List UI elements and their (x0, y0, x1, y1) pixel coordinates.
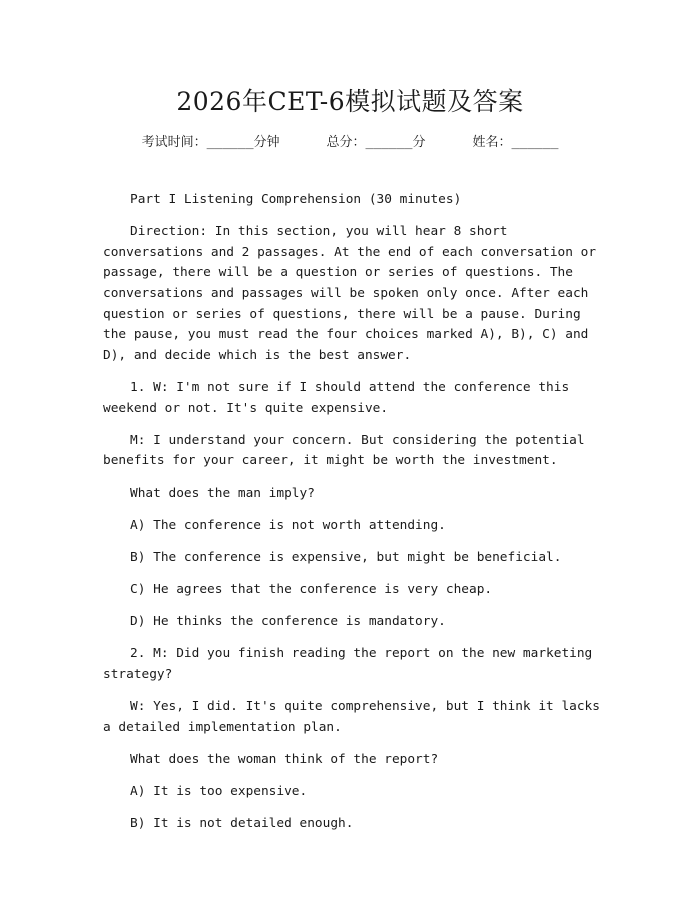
q2-man-line: 2. M: Did you finish reading the report on the new marketing strategy? (103, 646, 593, 683)
q1-option-b: B) The conference is expensive, but might be beneficial. (130, 549, 562, 565)
direction-paragraph: Direction: In this section, you will hear 8 short conversations and 2 passages. At the end of each conversation or passage, there will be a question or series of questions. The conversations and passages will be spoken only once. After each question or series of questions, there will be a pause. During the pause, you must read the four choices marked A), B), C) and D), and decide which is the best answer. (103, 224, 597, 363)
q2-option-a: A) It is too expensive. (130, 784, 308, 800)
q1-man-line: M: I understand your concern. But considering the potential benefits for your career, it might be worth the investment. (103, 432, 585, 469)
q1-option-c: C) He agrees that the conference is very cheap. (130, 582, 493, 598)
name-field: 姓名：______ (472, 135, 559, 150)
q1-woman-line: 1. W: I'm not sure if I should attend the conference this weekend or not. It's quite expensive. (103, 379, 570, 416)
exam-meta-line (0, 131, 700, 150)
q1-option-d: D) He thinks the conference is mandatory. (130, 614, 446, 630)
q2-option-b: B) It is not detailed enough. (130, 816, 354, 832)
q1-question: What does the man imply? (130, 485, 315, 501)
total-score-field: 总分：______分 (326, 135, 426, 150)
q2-question: What does the woman think of the report? (130, 752, 439, 767)
q2-woman-line: W: Yes, I did. It's quite comprehensive, but I think it lacks a detailed implementation plan. (103, 699, 600, 735)
document-title: 2026年CET-6模拟试题及答案 (176, 87, 524, 116)
document-body (103, 190, 603, 847)
exam-time-field: 考试时间：______分钟 (141, 135, 280, 150)
section-heading: Part I Listening Comprehension (30 minutes) (130, 192, 462, 207)
q1-option-a: A) The conference is not worth attending. (130, 517, 446, 533)
